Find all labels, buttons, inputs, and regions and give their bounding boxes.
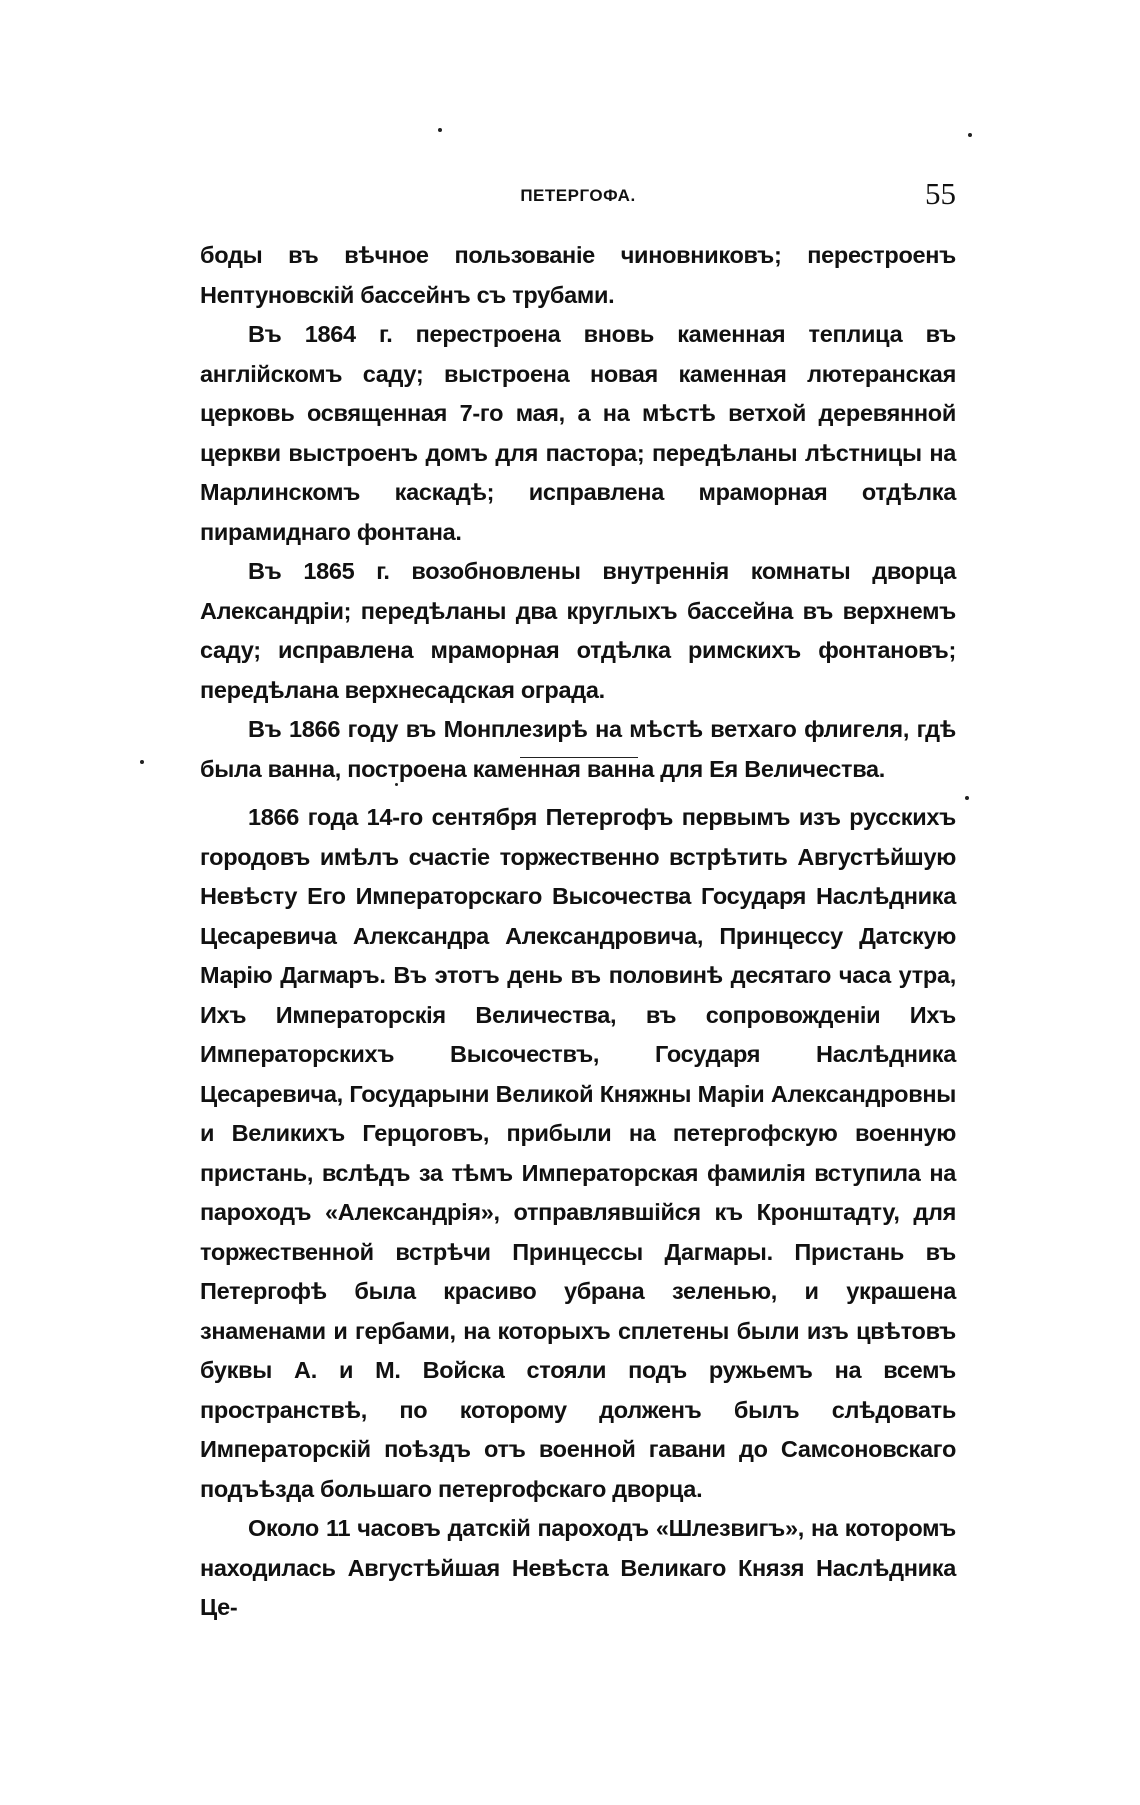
print-speck [965, 796, 969, 800]
text-block-dagmar-arrival [200, 798, 956, 1628]
paragraph-september-1866: 1866 года 14-го сентября Петергофъ первымъ изъ русскихъ городовъ имѣлъ счастіе торжественно встрѣтить Августѣйшую Невѣсту Его Императорскаго Высочества Государя Наслѣдника Цесаревича Александра Александровича, Принцессу Датскую Марію Дагмаръ. Въ этотъ день въ половинѣ десятаго часа утра, Ихъ Императорскія Величества, въ сопровожденіи Ихъ Императорскихъ Высочествъ, Государя Наслѣдника Цесаревича, Государыни Великой Княжны Маріи Александровны и Великихъ Герцоговъ, прибыли на петергофскую военную пристань, вслѣдъ за тѣмъ Императорская фамилія вступила на пароходъ «Александрія», отправлявшійся къ Кронштадту, для торжественной встрѣчи Принцессы Дагмары. Пристань въ Петергофѣ была красиво убрана зеленью, и украшена знаменами и гербами, на которыхъ сплетены были изъ цвѣтовъ буквы А. и М. Войска стояли подъ ружьемъ на всемъ пространствѣ, по которому долженъ былъ слѣдовать Императорскій поѣздъ отъ военной гавани до Самсоновскаго подъѣзда большаго петергофскаго дворца. [200, 804, 956, 1502]
page-header [200, 176, 956, 216]
paragraph-eleven-oclock: Около 11 часовъ датскій пароходъ «Шлезвигъ», на которомъ находилась Августѣйшая Невѣста Великаго Князя Наслѣдника Це- [200, 1515, 956, 1620]
paragraph-1866: Въ 1866 году въ Монплезирѣ на мѣстѣ ветхаго флигеля, гдѣ была ванна, построена каменная ванна для Ея Величества. [200, 716, 956, 782]
text-block-construction-notes [200, 236, 956, 789]
print-speck [438, 128, 442, 132]
running-title: ПЕТЕРГОФА. [520, 186, 636, 205]
print-speck [968, 133, 972, 137]
paragraph-1865: Въ 1865 г. возобновлены внутреннія комнаты дворца Александріи; передѣланы два круглыхъ бассейна въ верхнемъ саду; исправлена мраморная отдѣлка римскихъ фонтановъ; передѣлана верхнесадская ограда. [200, 558, 956, 703]
print-speck [140, 760, 144, 764]
print-speck [395, 783, 398, 786]
paragraph-1864: Въ 1864 г. перестроена вновь каменная теплица въ англійскомъ саду; выстроена новая каменная лютеранская церковь освященная 7-го мая, а на мѣстѣ ветхой деревянной церкви выстроенъ домъ для пастора; передѣланы лѣстницы на Марлинскомъ каскадѣ; исправлена мраморная отдѣлка пирамиднаго фонтана. [200, 321, 956, 545]
page-number: 55 [925, 176, 956, 211]
section-divider [520, 757, 638, 758]
paragraph-continuation: боды въ вѣчное пользованіе чиновниковъ; перестроенъ Нептуновскій бассейнъ съ трубами. [200, 242, 956, 308]
